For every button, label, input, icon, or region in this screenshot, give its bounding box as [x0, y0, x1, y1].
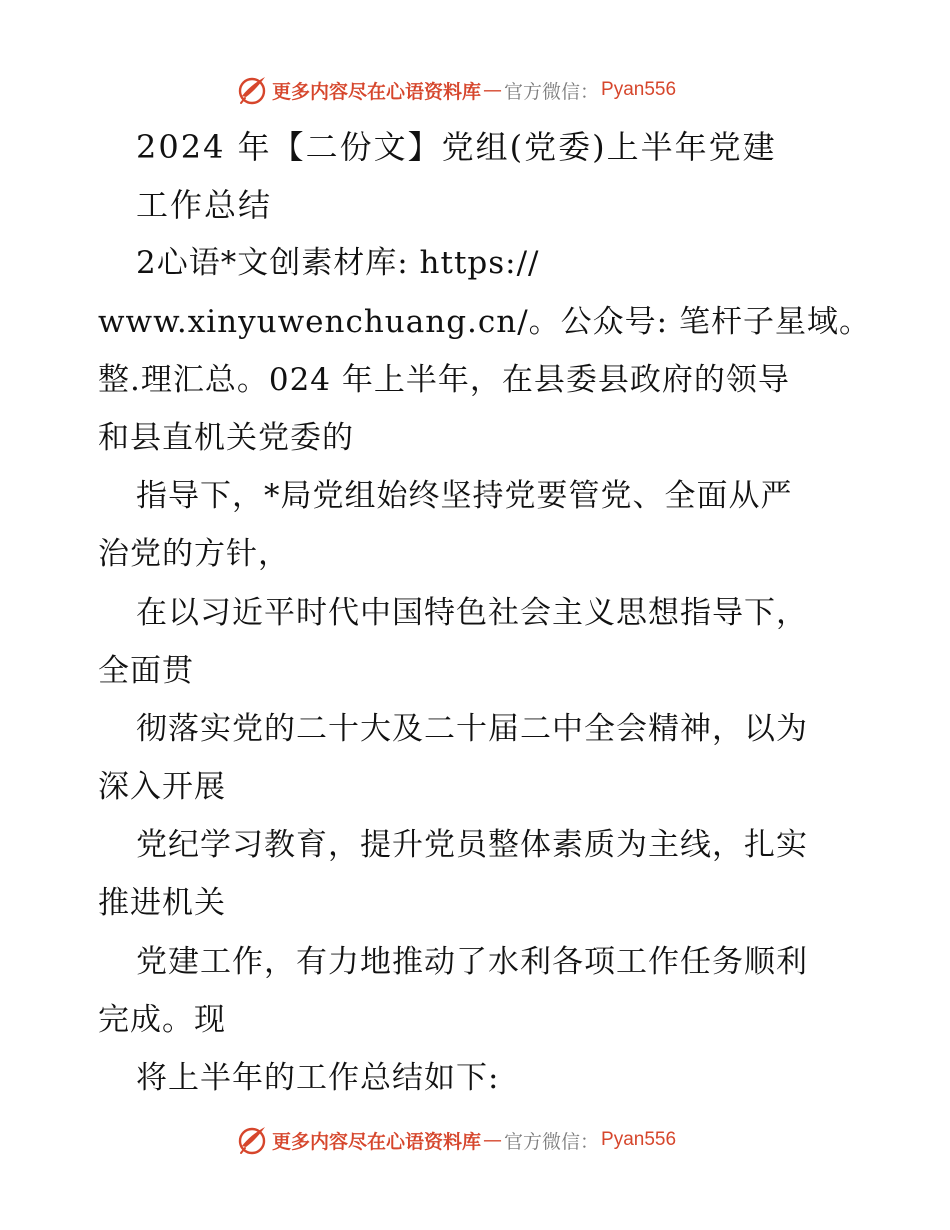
body-line: 完成。现 [98, 1001, 226, 1038]
title-line-1: 2024 年【二份文】党组(党委)上半年党建 [136, 128, 777, 166]
body-line: 推进机关 [98, 885, 226, 922]
body-line: 在以习近平时代中国特色社会主义思想指导下， [136, 594, 808, 631]
watermark-text: 更多内容尽在心语资料库 [272, 1130, 482, 1153]
watermark-id: Pyan556 [601, 79, 677, 100]
body-line: 党建工作，有力地推动了水利各项工作任务顺利 [136, 943, 808, 980]
title-line-2: 工作总结 [136, 186, 273, 225]
body-line: 2心语*文创素材库: https:// [136, 245, 540, 282]
feather-pen-seal-icon [236, 1124, 268, 1156]
body-line: 治党的方针， [98, 536, 290, 573]
body-line: 全面贯 [98, 652, 194, 689]
body-line: 将上半年的工作总结如下: [136, 1060, 500, 1096]
watermark-text: 更多内容尽在心语资料库 [272, 80, 482, 103]
body-line: 指导下，*局党组始终坚持党要管党、全面从严 [136, 478, 793, 515]
feather-pen-seal-icon [236, 74, 268, 106]
body-line: 党纪学习教育，提升党员整体素质为主线，扎实 [136, 827, 808, 864]
watermark-brand: 官方微信： [504, 80, 600, 103]
watermark-id: Pyan556 [601, 1129, 677, 1150]
body-line: 整.理汇总。024 年上半年，在县委县政府的领导 [98, 361, 790, 398]
body-line: 彻落实党的二十大及二十届二中全会精神，以为 [136, 710, 808, 747]
document-body [98, 122, 878, 1111]
watermark-dash: — [483, 1129, 503, 1151]
watermark-brand: 官方微信： [504, 1130, 600, 1153]
body-line: 和县直机关党委的 [98, 419, 354, 456]
header-watermark [236, 74, 676, 106]
body-line: www.xinyuwenchuang.cn/。公众号: 笔杆子星域。 [98, 303, 871, 340]
body-line: 深入开展 [98, 769, 226, 806]
watermark-dash: — [483, 79, 503, 101]
footer-watermark [236, 1124, 676, 1156]
